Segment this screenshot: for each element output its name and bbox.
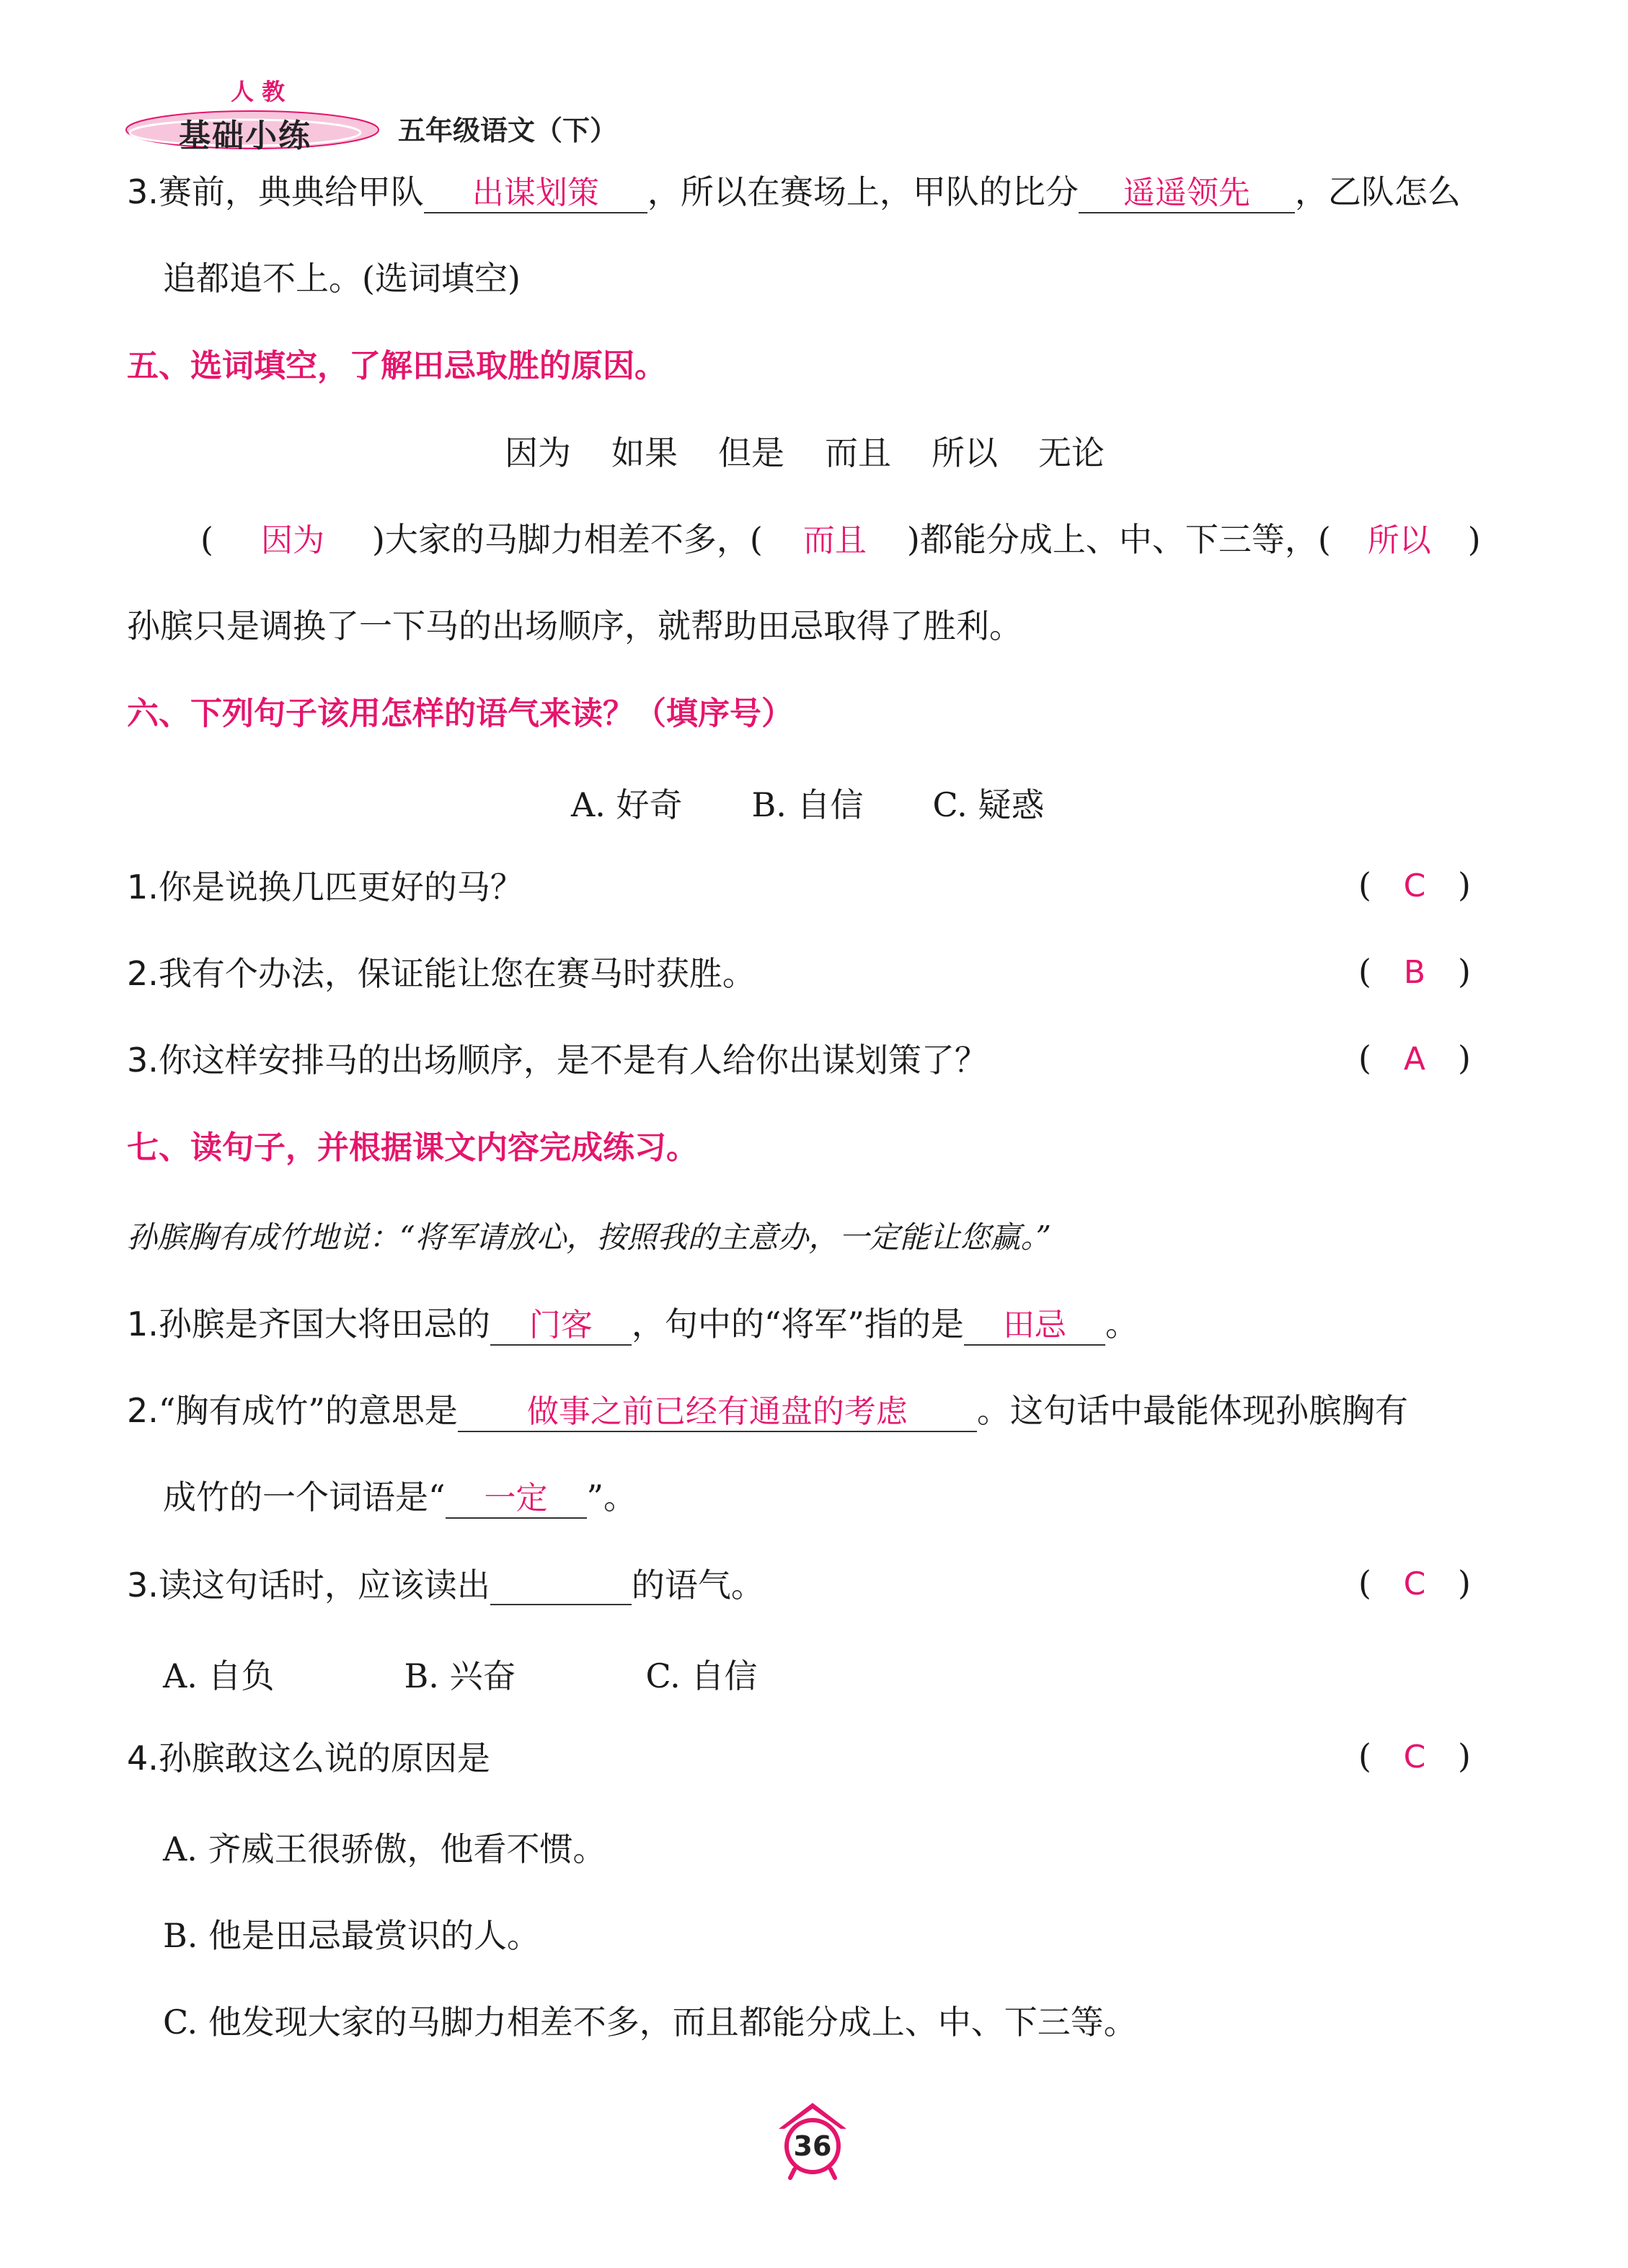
option-b: B. 兴奋 bbox=[404, 1656, 516, 1695]
header-badge bbox=[123, 72, 389, 159]
badge-main-text: 基础小练 bbox=[179, 118, 311, 154]
sec6-option-c: C. 疑惑 bbox=[932, 785, 1045, 824]
sec6-item bbox=[127, 865, 523, 909]
header-subject: 五年级语文（下） bbox=[398, 115, 618, 146]
item-num: 1. bbox=[127, 868, 159, 906]
q-text: 成竹的一个词语是“ bbox=[163, 1478, 446, 1517]
page-number-badge bbox=[773, 2099, 852, 2182]
sec6-option-b: B. 自信 bbox=[751, 785, 864, 824]
q3-blank1 bbox=[424, 173, 647, 213]
sec5-line1: ( 因为 )大家的马脚力相差不多，( 而且 )都能分成上、中、下三等，( 所以 ) bbox=[200, 518, 1481, 562]
answer-value: A bbox=[1403, 1041, 1425, 1077]
q-text: ，句中的“将军”指的是 bbox=[631, 1305, 964, 1343]
q-text: 孙膑敢这么说的原因是 bbox=[158, 1739, 490, 1778]
sec5-line2: 孙膑只是调换了一下马的出场顺序，就帮助田忌取得了胜利。 bbox=[127, 606, 1022, 645]
q-text: 的语气。 bbox=[631, 1566, 764, 1605]
sec6-options bbox=[571, 779, 1044, 826]
q3-blank bbox=[490, 1566, 632, 1605]
sec7-q4-option-a: A. 齐威王很骄傲，他看不惯。 bbox=[163, 1830, 606, 1868]
sec7-title: 七、读句子，并根据课文内容完成练习。 bbox=[127, 1129, 698, 1166]
q-text: ”。 bbox=[586, 1478, 637, 1517]
q3-top-line1 bbox=[127, 170, 1461, 213]
sec6-item bbox=[127, 1038, 988, 1082]
q3-answer1: 出谋划策 bbox=[472, 175, 599, 211]
sec6-item-answer: ( B ) bbox=[1358, 952, 1471, 991]
word-bank-item: 而且 bbox=[825, 433, 891, 472]
sec7-q4-answer: ( C ) bbox=[1358, 1737, 1471, 1775]
sec5-word-bank bbox=[505, 431, 1105, 475]
q3-answer2: 遥遥领先 bbox=[1123, 175, 1250, 211]
sec5-title: 五、选词填空，了解田忌取胜的原因。 bbox=[127, 348, 666, 384]
sec6-item bbox=[127, 952, 756, 995]
sec6-option-a: A. 好奇 bbox=[571, 785, 683, 824]
word-bank-item: 因为 bbox=[505, 433, 571, 472]
sec6-item-answer: ( A ) bbox=[1358, 1038, 1471, 1077]
item-text: 你这样安排马的出场顺序，是不是有人给你出谋划策了？ bbox=[158, 1041, 988, 1080]
sec7-q3 bbox=[127, 1563, 764, 1607]
item-num: 3. bbox=[127, 1041, 159, 1080]
word-bank-item: 所以 bbox=[932, 433, 998, 472]
q1-answer2: 田忌 bbox=[1002, 1307, 1066, 1343]
option-c: C. 自信 bbox=[645, 1656, 758, 1695]
q2-blank2 bbox=[446, 1478, 587, 1519]
option-a: A. 自负 bbox=[163, 1656, 275, 1695]
sec6-item-answer: ( C ) bbox=[1358, 865, 1471, 904]
sec7-q4 bbox=[127, 1737, 490, 1780]
answer-value: B bbox=[1403, 954, 1426, 991]
q-text: 。这句话中最能体现孙膑胸有 bbox=[976, 1391, 1408, 1430]
q3-top-line2: 追都追不上。(选词填空) bbox=[163, 259, 521, 298]
sec5-answer1: 因为 bbox=[260, 522, 324, 559]
sec7-q2-line2 bbox=[163, 1475, 637, 1519]
word-bank-item: 如果 bbox=[611, 433, 678, 472]
sec7-q3-options bbox=[163, 1650, 757, 1698]
sec5-text2: 都能分成上、中、下三等， bbox=[919, 520, 1318, 559]
q3-text3: ，乙队怎么 bbox=[1294, 172, 1461, 211]
q3-num: 3. bbox=[127, 172, 159, 211]
q2-answer1: 做事之前已经有通盘的考虑 bbox=[526, 1393, 908, 1430]
q-num: 3. bbox=[127, 1566, 159, 1605]
q-text: 孙膑是齐国大将田忌的 bbox=[158, 1305, 490, 1343]
answer-value: C bbox=[1403, 1739, 1426, 1775]
badge-top-text: 人 教 bbox=[231, 78, 286, 105]
q-text: 读这句话时，应该读出 bbox=[158, 1566, 490, 1605]
sec7-q1 bbox=[127, 1302, 1138, 1346]
sec5-answer3: 所以 bbox=[1367, 522, 1431, 559]
q3-text1: 赛前，典典给甲队 bbox=[158, 172, 424, 211]
answer-value: C bbox=[1403, 868, 1426, 904]
word-bank-item: 无论 bbox=[1038, 433, 1105, 472]
sec7-q4-option-c: C. 他发现大家的马脚力相差不多，而且都能分成上、中、下三等。 bbox=[163, 2003, 1137, 2042]
q-text: 。 bbox=[1105, 1305, 1138, 1343]
q2-blank1 bbox=[458, 1392, 977, 1432]
item-text: 你是说换几匹更好的马？ bbox=[158, 868, 523, 906]
q-text: “胸有成竹”的意思是 bbox=[158, 1391, 458, 1430]
q-num: 1. bbox=[127, 1305, 159, 1343]
sec7-q2 bbox=[127, 1389, 1408, 1432]
sec7-q4-option-b: B. 他是田忌最赏识的人。 bbox=[163, 1916, 541, 1955]
item-text: 我有个办法，保证能让您在赛马时获胜。 bbox=[158, 954, 756, 993]
q2-answer2: 一定 bbox=[484, 1480, 548, 1517]
word-bank-item: 但是 bbox=[718, 433, 784, 472]
sec6-title: 六、下列句子该用怎样的语气来读？（填序号） bbox=[127, 695, 793, 732]
q-num: 2. bbox=[127, 1391, 159, 1430]
sec7-quote: 孙膑胸有成竹地说：“将军请放心，按照我的主意办，一定能让您赢。” bbox=[127, 1219, 1051, 1255]
q1-answer1: 门客 bbox=[528, 1307, 593, 1343]
q3-blank2 bbox=[1079, 173, 1295, 213]
q1-blank2 bbox=[964, 1305, 1105, 1346]
answer-value: C bbox=[1403, 1566, 1426, 1602]
sec5-text1: 大家的马脚力相差不多， bbox=[384, 520, 750, 559]
item-num: 2. bbox=[127, 954, 159, 993]
q3-text2: ，所以在赛场上，甲队的比分 bbox=[647, 172, 1079, 211]
sec7-q3-answer: ( C ) bbox=[1358, 1563, 1471, 1602]
q-num: 4. bbox=[127, 1739, 159, 1778]
sec5-answer2: 而且 bbox=[802, 522, 867, 559]
q1-blank1 bbox=[490, 1305, 632, 1346]
page-number: 36 bbox=[793, 2130, 832, 2162]
